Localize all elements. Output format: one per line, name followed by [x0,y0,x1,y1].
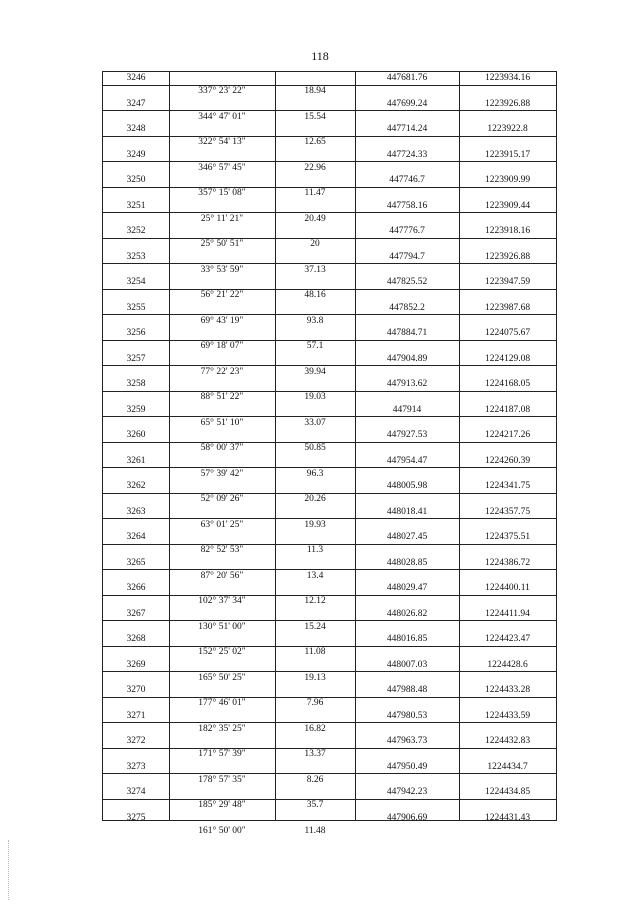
bearing-angle: 88° 51' 22" [200,392,244,402]
point-number: 3259 [126,404,146,415]
table-row [103,633,556,659]
bearing-angle: 87° 20' 56" [200,570,244,581]
point-number: 3267 [126,608,146,619]
coordinate-x: 447904.89 [386,353,428,364]
bearing-angle: 82° 52' 53" [200,545,244,555]
bearing-angle: 185° 29' 48" [198,800,246,810]
coordinate-y: 1223909.44 [484,200,531,211]
point-number: 3247 [126,98,146,109]
bearing-angle: 69° 18' 07" [200,341,244,351]
distance: 19.13 [304,672,326,683]
coordinate-y: 1224168.05 [484,379,531,389]
coordinate-y: 1224187.08 [484,404,531,415]
bearing-angle: 58° 00' 37" [200,443,244,453]
coordinate-x: 447906.69 [386,812,428,823]
table-row [103,404,556,430]
coordinate-x: 448029.47 [386,583,428,593]
coordinate-x: 447914 [392,404,422,415]
coordinate-y: 1223926.88 [484,251,531,262]
point-number: 3264 [126,532,146,542]
coordinate-x: 447913.62 [386,379,428,389]
distance: 19.93 [304,519,326,530]
bearing-angle: 346° 57' 45" [198,162,246,173]
distance: 15.54 [304,111,326,122]
distance: 37.13 [304,264,326,275]
table-row [103,251,556,277]
distance: 35.7 [306,800,324,810]
point-number: 3261 [126,455,146,466]
table-row [103,72,556,98]
point-number: 3251 [126,200,146,211]
bearing-angle: 33° 53' 59" [200,264,244,275]
bearing-angle: 56° 21' 22" [200,290,244,300]
point-number: 3252 [126,226,146,236]
bearing-angle: 152° 25' 02" [198,647,246,657]
coordinate-x: 447794.7 [389,251,425,262]
distance: 7.96 [306,698,324,708]
distance: 11.47 [304,188,326,198]
distance: 13.37 [304,749,326,759]
distance: 39.94 [304,366,326,377]
point-number: 3266 [126,583,146,593]
distance: 20.26 [304,494,326,504]
distance: 93.8 [306,315,324,326]
table-row [103,710,556,736]
coordinate-y: 1224434.7 [487,761,528,772]
table-row [103,786,556,812]
table-row [103,557,556,583]
coordinate-y: 1223934.16 [484,73,531,83]
coordinate-x: 447681.76 [386,73,428,83]
distance: 16.82 [304,723,326,734]
bearing-angle: 178° 57' 35" [198,774,246,785]
coordinate-x: 447825.52 [386,277,428,287]
coordinate-x: 447927.53 [386,430,428,440]
point-number: 3260 [126,430,146,440]
bearing-angle: 77° 22' 23" [200,366,244,377]
coordinate-x: 447942.23 [386,787,428,797]
scan-edge-marks [8,840,11,900]
coordinate-x: 447758.16 [386,200,428,211]
coordinate-y: 1223909.99 [484,175,531,185]
coordinate-y: 1224411.94 [485,608,530,619]
bearing-angle: 177° 46' 01" [198,698,246,708]
distance: 8.26 [306,774,324,785]
point-number: 3268 [126,634,146,644]
table-row [103,149,556,175]
coordinate-x: 448016.85 [386,634,428,644]
coordinate-x: 448027.45 [386,532,428,542]
point-number: 3269 [126,659,146,670]
table-row [103,353,556,379]
table-row [103,429,556,455]
coordinate-y: 1224075.67 [484,328,531,338]
coordinate-x: 447699.24 [386,98,428,109]
coordinate-y: 1223922.8 [487,124,528,134]
point-number: 3248 [126,124,146,134]
coordinate-y: 1224428.6 [487,659,528,670]
coordinate-x: 447980.53 [386,710,428,721]
distance: 11.08 [304,647,326,657]
table-row [103,327,556,353]
coordinate-y: 1224433.59 [484,710,531,721]
point-number: 3256 [126,328,146,338]
coordinate-y: 1224434.85 [484,787,531,797]
coordinate-x: 447746.7 [389,175,425,185]
bearing-angle: 322° 54' 13" [198,137,246,147]
bearing-angle: 25° 50' 51" [200,239,244,249]
table-row [103,812,556,838]
distance: 11.3 [306,545,324,555]
coordinate-x: 447724.33 [386,149,428,160]
coordinate-y: 1224400.11 [485,583,530,593]
coordinate-x: 447776.7 [389,226,425,236]
coordinate-y: 1224432.83 [484,736,531,746]
coordinate-y: 1223947.59 [484,277,531,287]
point-number: 3257 [126,353,146,364]
coordinate-x: 447963.73 [386,736,428,746]
coordinate-table [102,71,557,836]
bearing-angle: 161° 50' 00" [198,825,246,836]
bearing-angle: 57° 39' 42" [200,468,244,479]
bearing-angle: 357° 15' 08" [198,188,246,198]
point-number: 3262 [126,481,146,491]
bearing-angle: 130° 51' 00" [198,621,246,632]
bearing-angle: 182° 35' 25" [198,723,246,734]
distance: 57.1 [306,341,324,351]
coordinate-x: 447954.47 [386,455,428,466]
distance: 15.24 [304,621,326,632]
point-number: 3253 [126,251,146,262]
coordinate-y: 1224375.51 [484,532,531,542]
coordinate-y: 1224423.47 [484,634,531,644]
point-number: 3258 [126,379,146,389]
coordinate-x: 447950.49 [386,761,428,772]
distance: 96.3 [306,468,324,479]
table-row [103,735,556,761]
coordinate-y: 1224129.08 [484,353,531,364]
coordinate-y: 1223926.88 [484,98,531,109]
table-row [103,276,556,302]
point-number: 3274 [126,787,146,797]
table-row [103,378,556,404]
table-row [103,659,556,685]
bearing-angle: 337° 23' 22" [198,86,246,96]
distance: 50.85 [304,443,326,453]
point-number: 3265 [126,557,146,568]
point-number: 3263 [126,506,146,517]
coordinate-x: 448026.82 [386,608,428,619]
table-row [103,761,556,787]
point-number: 3254 [126,277,146,287]
coordinate-y: 1224341.75 [484,481,531,491]
bearing-angle: 344° 47' 01" [198,111,246,122]
point-number: 3272 [126,736,146,746]
point-number: 3246 [126,73,146,83]
coordinate-y: 1223987.68 [484,302,531,313]
coordinate-x: 447714.24 [386,124,428,134]
point-number: 3275 [126,812,146,823]
coordinate-y: 1223915.17 [484,149,531,160]
table-row [103,174,556,200]
coordinate-x: 448018.41 [386,506,428,517]
distance: 12.65 [304,137,326,147]
coordinate-x: 447988.48 [386,685,428,695]
bearing-angle: 63° 01' 25" [200,519,244,530]
coordinate-x: 448028.85 [386,557,428,568]
distance: 22.96 [304,162,326,173]
table-row [103,608,556,634]
coordinate-x: 447884.71 [386,328,428,338]
table-row [103,506,556,532]
distance: 20.49 [304,213,326,224]
distance: 13.4 [306,570,324,581]
table-row [103,582,556,608]
table-row [103,123,556,149]
point-number: 3250 [126,175,146,185]
coordinate-y: 1224433.28 [484,685,531,695]
point-number: 3249 [126,149,146,160]
table-row [103,531,556,557]
coordinate-x: 447852.2 [389,302,425,313]
point-number: 3270 [126,685,146,695]
bearing-angle: 102° 37' 34" [198,596,246,606]
coordinate-y: 1224386.72 [484,557,531,568]
coordinate-x: 448005.98 [386,481,428,491]
distance: 33.07 [304,417,326,428]
bearing-angle: 52° 09' 26" [200,494,244,504]
table-row [103,302,556,328]
distance: 18.94 [304,86,326,96]
distance: 20 [310,239,320,249]
coordinate-y: 1224431.43 [484,812,531,823]
bearing-angle: 65° 51' 10" [200,417,244,428]
bearing-angle: 171° 57' 39" [198,749,246,759]
page-number: 118 [311,49,329,63]
bearing-angle: 69° 43' 19" [200,315,244,326]
table-row [103,98,556,124]
distance: 48.16 [304,290,326,300]
coordinate-y: 1224217.26 [484,430,531,440]
coordinate-y: 1224357.75 [484,506,531,517]
table-row [103,455,556,481]
table-row [103,480,556,506]
coordinate-y: 1223918.16 [484,226,531,236]
bearing-angle: 165° 50' 25" [198,672,246,683]
point-number: 3271 [126,710,146,721]
distance: 11.48 [304,825,326,836]
coordinate-x: 448007.03 [386,659,428,670]
coordinate-y: 1224260.39 [484,455,531,466]
table-row [103,684,556,710]
point-number: 3273 [126,761,146,772]
distance: 12.12 [304,596,326,606]
distance: 19.03 [304,392,326,402]
table-row [103,200,556,226]
table-row [103,225,556,251]
point-number: 3255 [126,302,146,313]
bearing-angle: 25° 11' 21" [200,213,244,224]
